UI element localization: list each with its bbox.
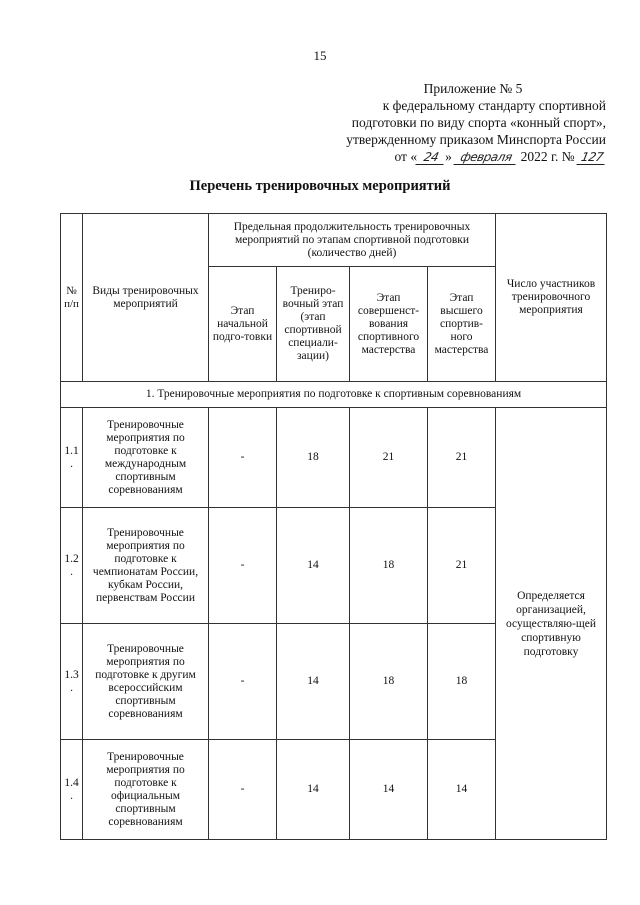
training-events-table xyxy=(60,213,607,840)
header-stage-highest: Этап высшего спортив-ного мастерства xyxy=(428,267,496,382)
page-number: 15 xyxy=(313,48,327,63)
row-training: 14 xyxy=(277,508,350,624)
row-kind: Тренировочные мероприятия по подготовке к официальным спортивным соревнованиям xyxy=(83,740,209,840)
appendix-line-3: утвержденному приказом Минспорта России xyxy=(346,132,606,147)
row-training: 14 xyxy=(277,740,350,840)
header-row-1 xyxy=(61,214,607,267)
row-initial: - xyxy=(209,624,277,740)
section-title: 1. Тренировочные мероприятия по подготовке к спортивным соревнованиям xyxy=(61,382,607,408)
appendix-date-line xyxy=(300,148,606,165)
row-training: 18 xyxy=(277,408,350,508)
row-improvement: 21 xyxy=(350,408,428,508)
date-mid: » xyxy=(445,149,452,164)
appendix-line-1: к федеральному стандарту спортивной xyxy=(382,98,606,113)
row-number: 1.3. xyxy=(61,624,83,740)
section-row xyxy=(61,382,607,408)
header-stage-initial: Этап начальной подго-товки xyxy=(209,267,277,382)
row-initial: - xyxy=(209,508,277,624)
row-highest: 14 xyxy=(428,740,496,840)
row-initial: - xyxy=(209,740,277,840)
header-number: № п/п xyxy=(61,214,83,382)
participants-cell: Определяется организацией, осуществляю-щей спортивную подготовку xyxy=(496,408,607,840)
handwritten-month: февраля xyxy=(454,150,519,165)
header-participants: Число участников тренировочного мероприятия xyxy=(496,214,607,382)
row-number: 1.4. xyxy=(61,740,83,840)
appendix-title: Приложение № 5 xyxy=(423,81,523,96)
header-stage-improvement: Этап совершенст-вования спортивного мастерства xyxy=(350,267,428,382)
date-year: 2022 г. № xyxy=(520,149,575,164)
handwritten-day: 24 xyxy=(415,150,446,165)
table-row xyxy=(61,408,607,508)
header-stage-training: Трениро-вочный этап (этап спортивной специали-зации) xyxy=(277,267,350,382)
row-improvement: 18 xyxy=(350,508,428,624)
row-highest: 21 xyxy=(428,508,496,624)
row-improvement: 18 xyxy=(350,624,428,740)
row-highest: 21 xyxy=(428,408,496,508)
row-number: 1.1. xyxy=(61,408,83,508)
handwritten-order-number: 127 xyxy=(576,150,607,165)
row-kind: Тренировочные мероприятия по подготовке к международным спортивным соревнованиям xyxy=(83,408,209,508)
row-highest: 18 xyxy=(428,624,496,740)
row-number: 1.2. xyxy=(61,508,83,624)
date-prefix: от « xyxy=(394,149,418,164)
header-kind: Виды тренировочных мероприятий xyxy=(83,214,209,382)
header-duration-group: Предельная продолжительность тренировочных мероприятий по этапам спортивной подготовки (количество дней) xyxy=(209,214,496,267)
appendix-block xyxy=(300,80,606,165)
row-initial: - xyxy=(209,408,277,508)
row-kind: Тренировочные мероприятия по подготовке к другим всероссийским спортивным соревнованиям xyxy=(83,624,209,740)
row-training: 14 xyxy=(277,624,350,740)
document-title: Перечень тренировочных мероприятий xyxy=(189,178,451,194)
row-kind: Тренировочные мероприятия по подготовке к чемпионатам России, кубкам России, первенствам России xyxy=(83,508,209,624)
row-improvement: 14 xyxy=(350,740,428,840)
appendix-line-2: подготовки по виду спорта «конный спорт», xyxy=(351,115,606,130)
